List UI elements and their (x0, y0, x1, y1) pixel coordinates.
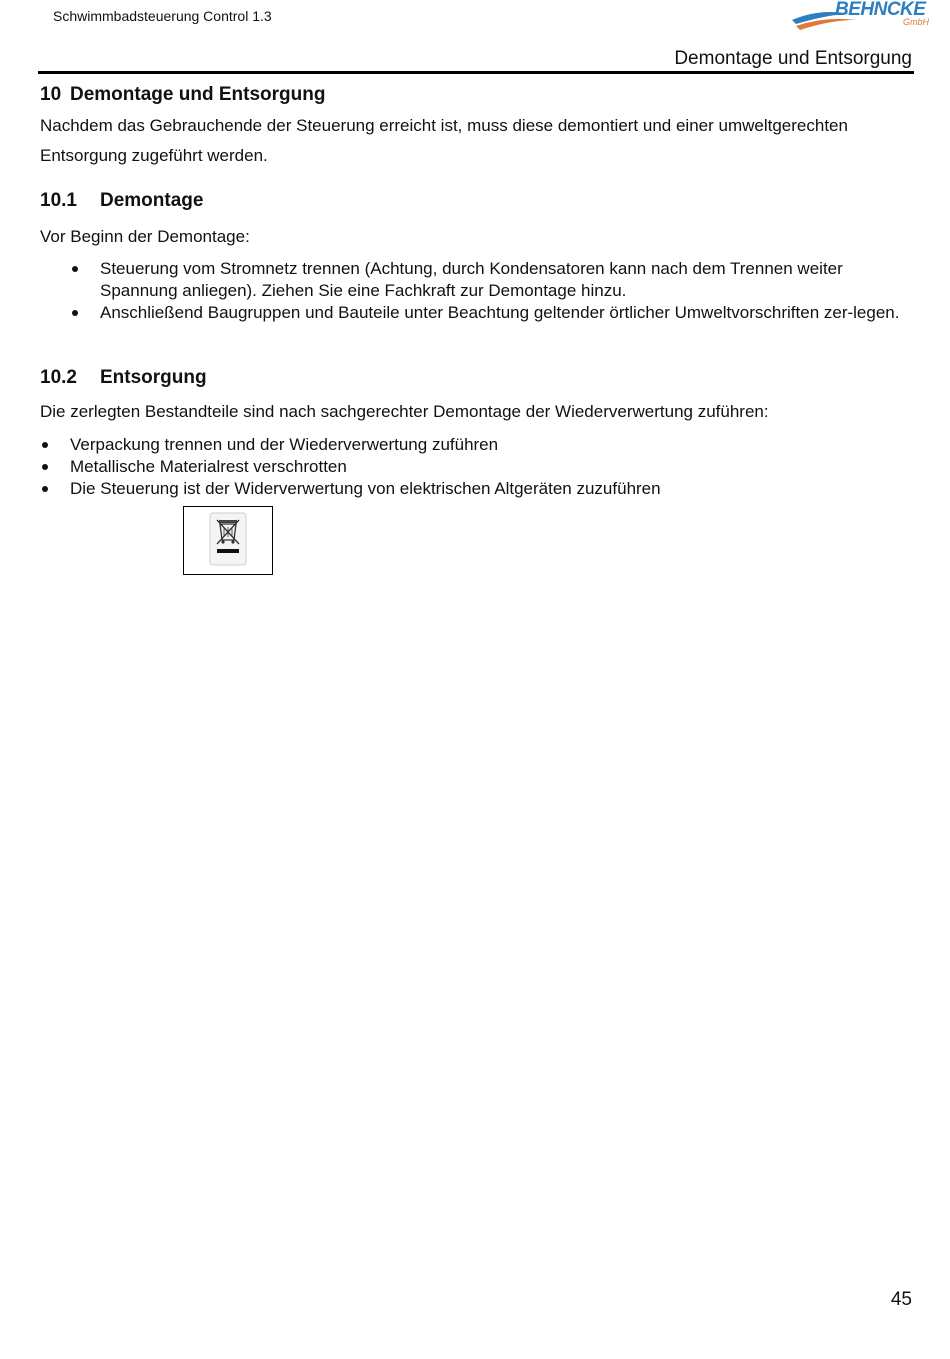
subsection-intro: Die zerlegten Bestandteile sind nach sachgerechter Demontage der Wiederverwertung zuführen: (40, 402, 769, 421)
section-number: 10 (40, 84, 62, 105)
crossed-out-wheelie-bin-icon (184, 507, 272, 574)
subsection-number: 10.2 (40, 367, 77, 388)
header-rule (38, 71, 914, 74)
subsection-intro: Vor Beginn der Demontage: (40, 227, 250, 246)
subsection-title: Entsorgung (100, 367, 207, 388)
subsection-heading-demontage (40, 190, 203, 212)
list-item: Steuerung vom Stromnetz trennen (Achtung, durch Kondensatoren kann nach dem Trennen weiter Spannung anliegen). Ziehen Sie eine Fachkraft zur Demontage hinzu. (100, 258, 912, 302)
subsection-title: Demontage (100, 190, 204, 211)
section-intro: Nachdem das Gebrauchende der Steuerung erreicht ist, muss diese demontiert und einer umweltgerechten Entsorgung zugeführt werden. (40, 116, 848, 165)
subsection-number: 10.1 (40, 190, 77, 211)
list-item: Verpackung trennen und der Wiederverwertung zuführen (70, 434, 910, 456)
subsection-heading-entsorgung (40, 367, 207, 389)
chapter-header: Demontage und Entsorgung (674, 48, 912, 69)
section-title: Demontage und Entsorgung (70, 84, 326, 105)
section-heading (40, 84, 325, 106)
page-number: 45 (890, 1289, 912, 1310)
document-title: Schwimmbadsteuerung Control 1.3 (53, 8, 272, 24)
entsorgung-list (70, 434, 910, 500)
list-item: Anschließend Baugruppen und Bauteile unter Beachtung geltender örtlicher Umweltvorschriften zer-legen. (100, 302, 912, 324)
logo-text: BEHNCKE (835, 0, 926, 20)
weee-symbol-frame (183, 506, 273, 575)
logo-subtext: GmbH (903, 17, 930, 27)
demontage-list (100, 258, 912, 324)
list-item: Die Steuerung ist der Widerverwertung von elektrischen Altgeräten zuzuführen (70, 478, 910, 500)
list-item: Metallische Materialrest verschrotten (70, 456, 910, 478)
